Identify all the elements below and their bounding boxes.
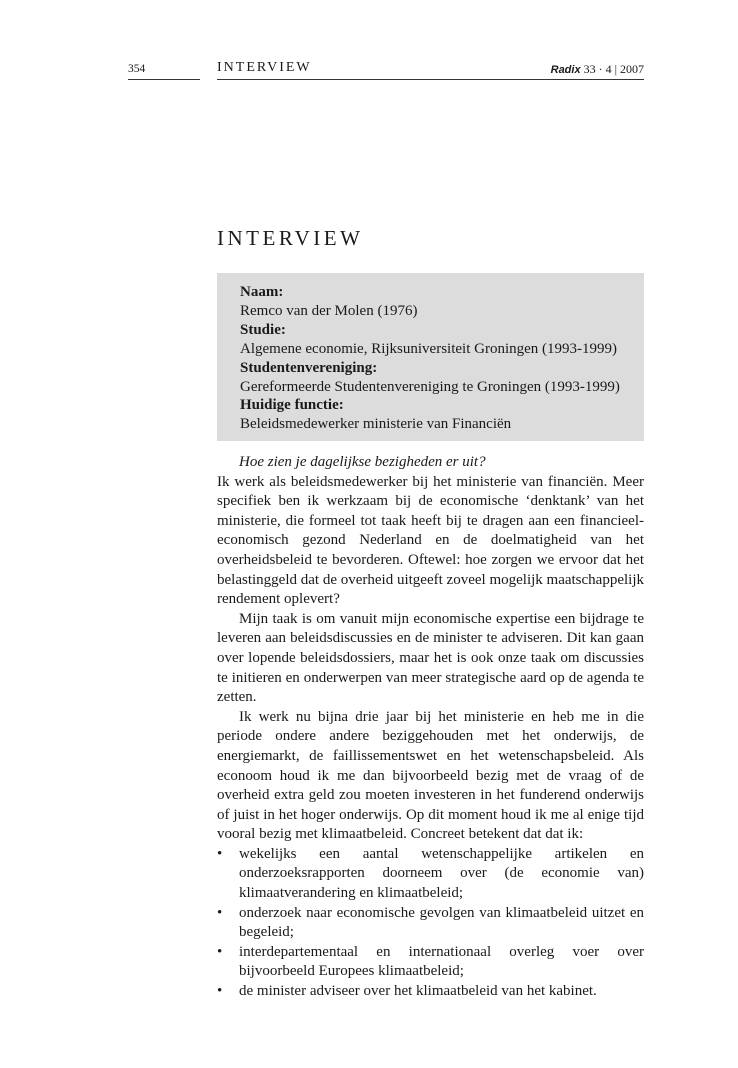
infobox-label-functie: Huidige functie: <box>240 397 344 414</box>
page-number: 354 <box>128 63 146 75</box>
list-item <box>217 982 644 1002</box>
section-title: INTERVIEW <box>217 226 364 250</box>
profile-infobox <box>217 273 644 441</box>
infobox-value-naam: Remco van der Molen (1976) <box>240 302 418 319</box>
article-body <box>217 453 644 1002</box>
list-item <box>217 943 644 982</box>
body-paragraph: Ik werk als beleidsmedewerker bij het ministerie van financiën. Meer specifiek ben ik werkzaam bij de economische ‘denktank’ van het ministerie, die formeel tot taak heeft bij te dragen aan een financieel-economisch gezond Nederland en de doelmatigheid van het overheidsbeleid te bevorderen. Oftewel: hoe zorgen we ervoor dat het belastinggeld dat de overheid uitgeeft zoveel mogelijk maatschappelijk rendement oplevert? <box>217 473 644 608</box>
interview-question: Hoe zien je dagelijkse bezigheden er uit? <box>239 454 486 470</box>
list-item-text: onderzoek naar economische gevolgen van klimaatbeleid uitzet en begeleid; <box>239 904 644 941</box>
bullet-icon: • <box>217 983 223 1000</box>
body-paragraph: Ik werk nu bijna drie jaar bij het ministerie en heb me in die periode ondere andere beziggehouden met het onderwijs, de energiemarkt, de faillissementswet en het wetenschapsbeleid. Als econoom houd ik me dan bijvoorbeeld bezig met de vraag of de overheid extra geld zou moeten investeren in het funderend onderwijs of juist in het hoger onderwijs. Op dit moment houd ik me al enige tijd vooral bezig met klimaatbeleid. Concreet betekent dat dat ik: <box>217 708 644 843</box>
infobox-label-naam: Naam: <box>240 284 284 300</box>
list-item-text: wekelijks een aantal wetenschappelijke artikelen en onderzoeksrapporten doorneem over (de economie van) klimaatverandering en klimaatbeleid; <box>239 845 644 902</box>
list-item <box>217 904 644 943</box>
list-item <box>217 845 644 904</box>
bullet-icon: • <box>217 904 223 921</box>
journal-issue: 33 · 4 | 2007 <box>583 62 644 76</box>
journal-name: Radix <box>550 64 581 76</box>
body-paragraph: Mijn taak is om vanuit mijn economische expertise een bijdrage te leveren aan beleidsdiscussies en de minister te adviseren. Dit kan gaan over lopende beleidsdossiers, maar het is ook onze taak om discussies te initieren en onderwerpen van meer strategische aard op de agenda te zetten. <box>217 610 644 706</box>
header-rule-right <box>217 79 644 80</box>
running-head: INTERVIEW <box>217 60 312 75</box>
list-item-text: interdepartementaal en internationaal overleg voer over bijvoorbeeld Europees klimaatbeleid; <box>239 943 644 980</box>
task-list <box>217 845 644 1002</box>
infobox-value-functie: Beleidsmedewerker ministerie van Financiën <box>240 416 512 433</box>
bullet-icon: • <box>217 845 223 862</box>
bullet-icon: • <box>217 943 223 960</box>
infobox-label-vereniging: Studentenvereniging: <box>240 359 378 376</box>
infobox-value-studie: Algemene economie, Rijksuniversiteit Groningen (1993-1999) <box>240 340 617 357</box>
header-rule-left <box>128 79 200 80</box>
journal-reference <box>551 62 644 77</box>
infobox-value-vereniging: Gereformeerde Studentenvereniging te Groningen (1993-1999) <box>240 378 620 395</box>
infobox-label-studie: Studie: <box>240 321 286 338</box>
list-item-text: de minister adviseer over het klimaatbeleid van het kabinet. <box>239 983 597 1000</box>
